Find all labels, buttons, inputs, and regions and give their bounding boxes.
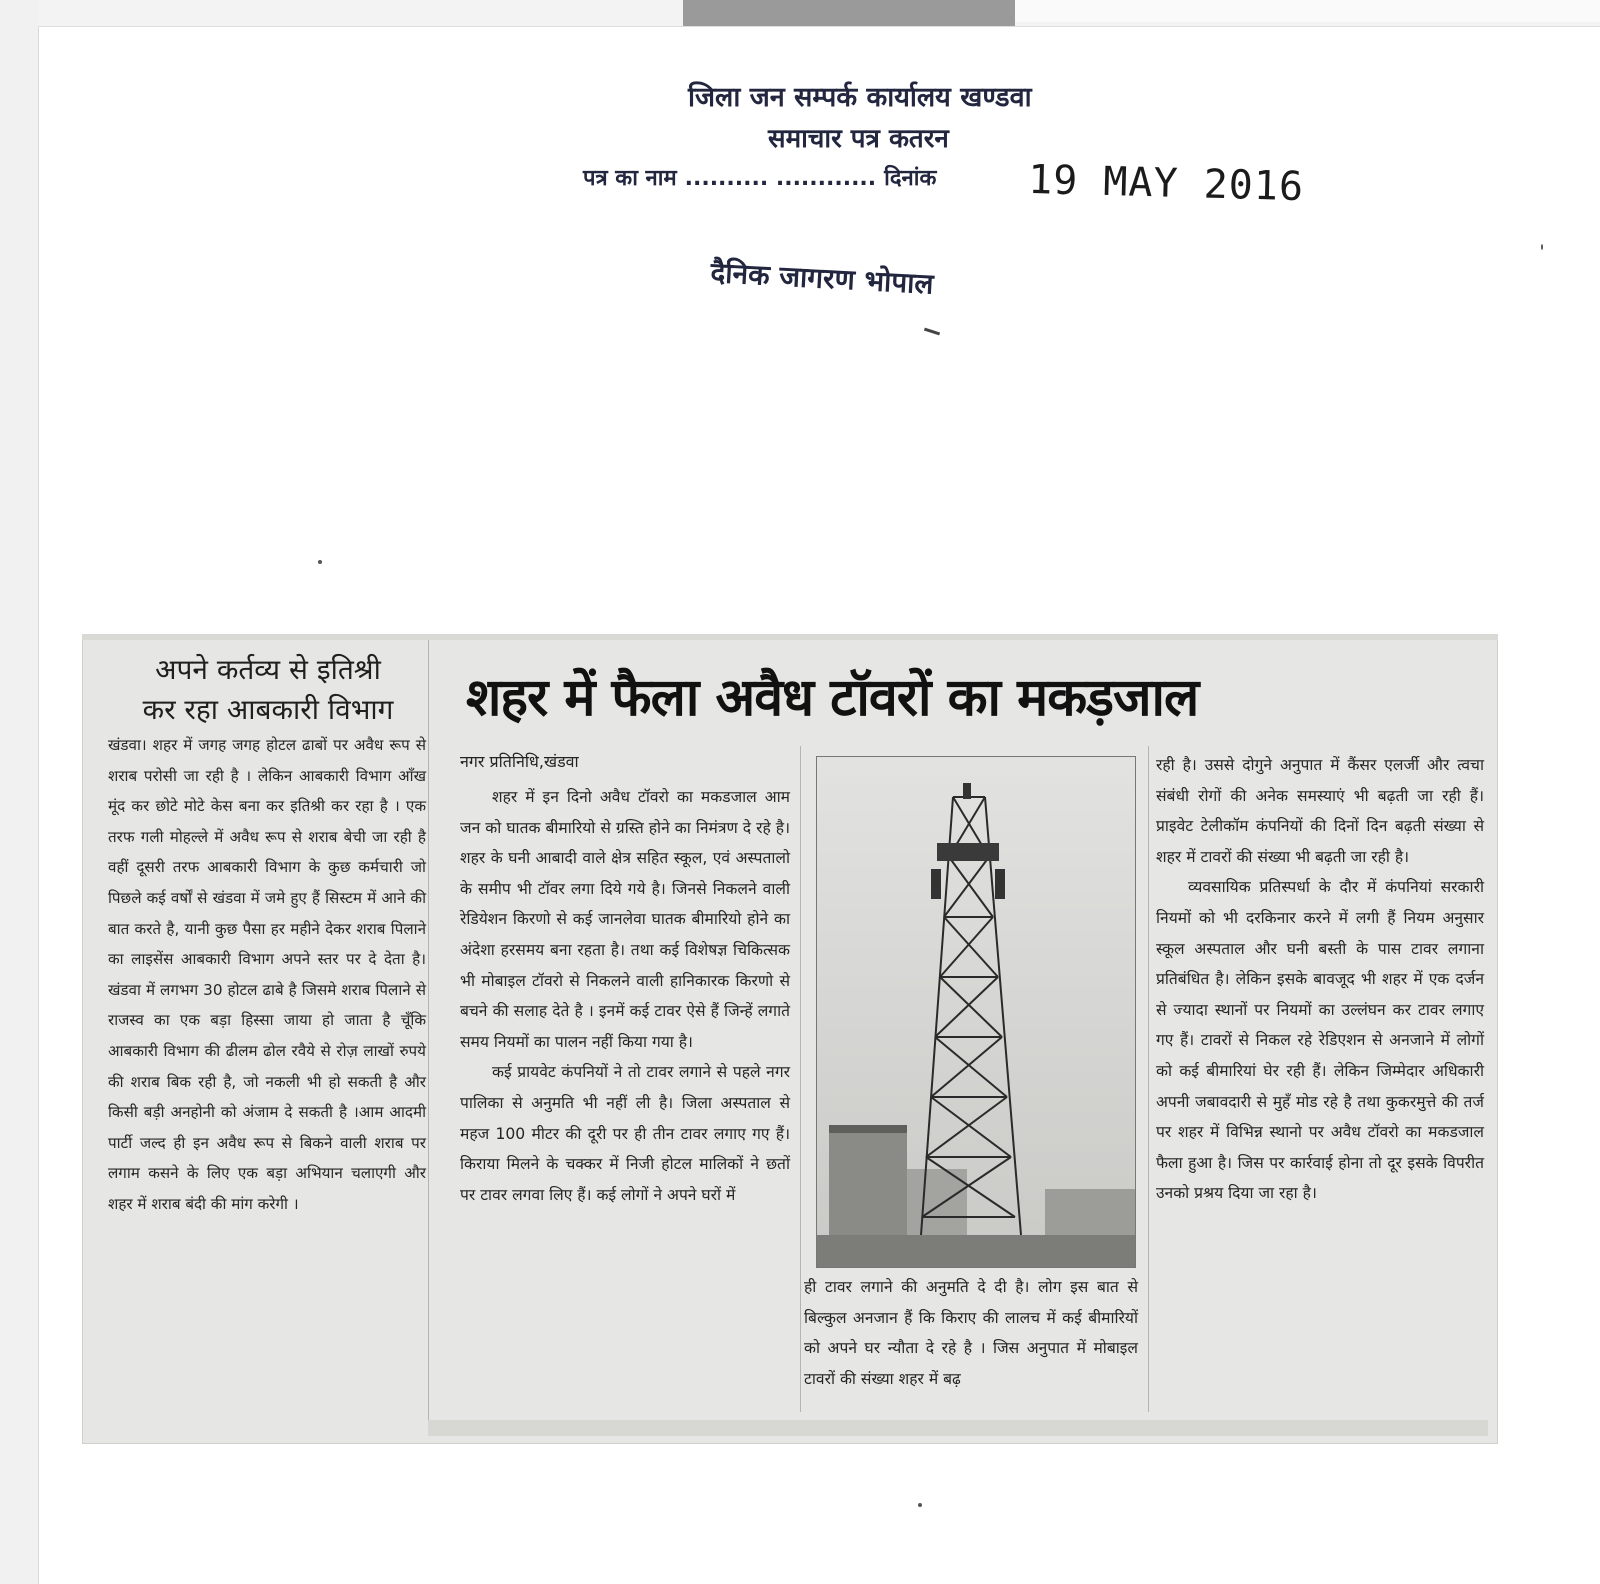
main-article-column-3 <box>1156 750 1484 1422</box>
side-article-body: खंडवा। शहर में जगह जगह होटल ढाबों पर अवैध रूप से शराब परोसी जा रही है । लेकिन आबकारी विभाग आँख मूंद कर छोटे मोटे केस बना कर इतिश्री कर रहा है । एक तरफ गली मोहल्ले में अवैध रूप से शराब बेची जा रही है वहीं दूसरी तरफ आबकारी विभाग के कुछ कर्मचारी जो पिछले कई वर्षों से खंडवा में जमे हुए हैं सिस्टम में आने की बात करते है, यानी कुछ पैसा हर महीने देकर शराब पिलाने का लाइसेंस आबकारी विभाग अपने स्तर पर दे देता है। खंडवा में लगभग 30 होटल ढाबे है जिसमे शराब पिलाने से राजस्व का एक बड़ा हिस्सा जाया हो जाता है चूँकि आबकारी विभाग की ढीलम ढोल रवैये से रोज़ लाखों रुपये की शराब बिक रही है, जो नकली भी हो सकती है और किसी बड़ी अनहोनी को अंजाम दे सकती है ।आम आदमी पार्टी जल्द ही इन अवैध रूप से बिकने वाली शराब पर लगाम कसने के लिए एक बड़ा अभियान चलाएगी और शहर में शराब बंदी की मांग करेगी । <box>108 736 426 1213</box>
side-headline-line-1: अपने कर्तव्य से इतिश्री <box>155 653 381 686</box>
speck <box>318 560 322 564</box>
mobile-tower-photo <box>816 756 1136 1268</box>
paper-edge-top-right <box>1015 0 1600 22</box>
speck <box>918 1503 922 1507</box>
clipping-bleed-bottom <box>428 1420 1488 1436</box>
speck <box>1541 244 1543 250</box>
paper-field-label: पत्र का नाम <box>583 166 677 191</box>
main-article-column-2 <box>804 1272 1138 1420</box>
side-article-headline <box>118 650 418 736</box>
tape-strip <box>683 0 1015 26</box>
side-article <box>90 640 428 1432</box>
column-1-paragraph-1: शहर में इन दिनो अवैध टॉवरो का मकडजाल आम जन को घातक बीमारियो से ग्रस्ति होने का निमंत्रण दे रहे है। शहर के घनी आबादी वाले क्षेत्र सहित स्कूल, एवं अस्पतालो के समीप भी टॉवर लगा दिये गये है। जिनसे निकलने वाली रेडियेशन किरणो से कई जानलेवा घातक बीमारियो होने का अंदेशा हरसमय बना रहता है। तथा कई विशेषज्ञ चिकित्सक भी मोबाइल टॉवरो से निकलने वाली हानिकारक किरणो से बचने की सलाह देते है । इनमें कई टावर ऐसे हैं जिन्हें लगाते समय नियमों का पालन नहीं किया गया है। <box>460 788 790 1051</box>
main-headline: शहर में फैला अवैध टॉवरों का मकड़जाल <box>466 668 1199 728</box>
paper-field-dots: .......... ............ <box>684 166 877 191</box>
column-rule <box>428 640 429 1430</box>
side-headline-line-2: कर रहा आबकारी विभाग <box>142 693 394 726</box>
newspaper-clipping <box>82 634 1498 1444</box>
stamp-paper-name: दैनिक जागरण भोपाल <box>709 255 935 301</box>
date-field-label: दिनांक <box>884 166 937 191</box>
main-article-column-1 <box>460 782 790 1422</box>
mobile-tower-photo-drawing <box>817 757 1135 1267</box>
column-rule <box>1148 746 1149 1412</box>
scanner-edge-left <box>0 0 39 1584</box>
column-2-paragraph: ही टावर लगाने की अनुमति दे दी है। लोग इस बात से बिल्कुल अनजान हैं कि किराए की लालच में कई बीमारियों को अपने घर न्यौता दे रहे है । जिस अनुपात में मोबाइल टावरों की संख्या शहर में बढ़ <box>804 1278 1138 1388</box>
column-1-paragraph-2: कई प्रायवेट कंपनियों ने तो टावर लगाने से पहले नगर पालिका से अनुमति भी नहीं ली है। जिला अस्पताल से महज 100 मीटर की दूरी पर ही तीन टावर लगाए गए हैं। किराया मिलने के चक्कर में निजी होटल मालिकों ने छतों पर टावर लगवा लिए हैं। कई लोगों ने अपने घरों में <box>460 1063 790 1204</box>
column-3-paragraph-1: रही है। उससे दोगुने अनुपात में कैंसर एलर्जी और त्वचा संबंधी रोगों की अनेक समस्याएं भी बढ़ती जा रही हैं। प्राइवेट टेलीकॉम कंपनियों की दिनों दिन बढ़ती संख्या से शहर में टावरों की संख्या भी बढ़ती जा रही है। <box>1156 756 1484 866</box>
stamp-field-row <box>583 158 1016 200</box>
column-rule <box>800 746 801 1412</box>
column-3-paragraph-2: व्यवसायिक प्रतिस्पर्धा के दौर में कंपनियां सरकारी नियमों को भी दरकिनार करने में लगी हैं नियम अनुसार स्कूल अस्पताल और घनी बस्ती के पास टावर लगाना प्रतिबंधित है। लेकिन इसके बावजूद भी शहर में एक दर्जन से ज्यादा स्थानों पर नियमों का उल्लंघन कर टावर लगाए गए हैं। टावरों से निकल रहे रेडिएशन से अनजाने में लोगों को कई बीमारियां घेर रही हैं। लेकिन जिम्मेदार अधिकारी अपनी जबावदारी से मुहँ मोड रहे है तथा कुकरमुत्ते की तर्ज पर शहर में विभिन्न स्थानो पर अवैध टॉवरो का मकडजाल फैला हुआ है। जिस पर कार्रवाई होना तो दूर इसके विपरीत उनको प्रश्रय दिया जा रहा है। <box>1156 878 1484 1203</box>
stamp-caption: समाचार पत्र कतरन <box>768 124 949 154</box>
stamp-date: 19 MAY 2016 <box>1027 156 1305 211</box>
pen-mark <box>924 328 940 336</box>
byline: नगर प्रतिनिधि,खंडवा <box>460 752 579 771</box>
stamp-office-name: जिला जन सम्पर्क कार्यालय खण्डवा <box>688 82 1032 113</box>
